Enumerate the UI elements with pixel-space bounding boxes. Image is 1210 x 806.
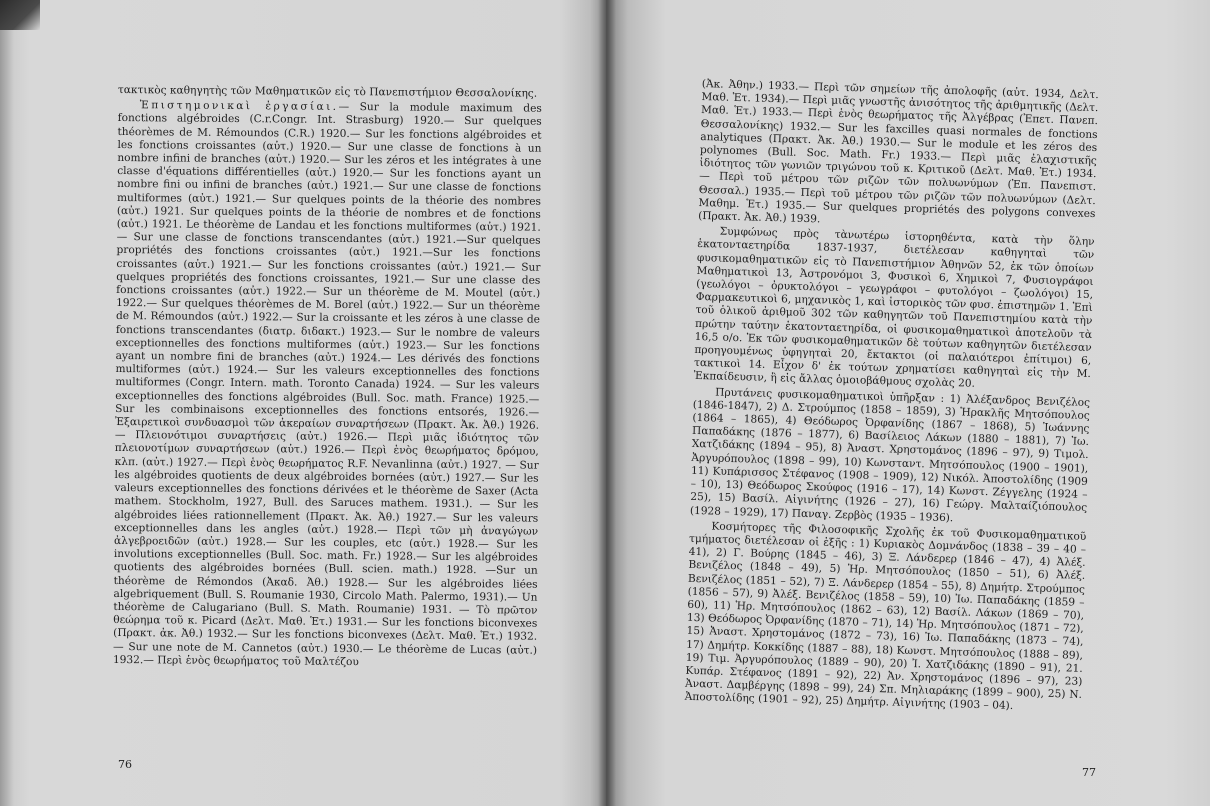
publications-paragraph xyxy=(113,99,542,670)
right-text-block xyxy=(685,78,1099,715)
page-number-right: 77 xyxy=(1082,766,1096,779)
continuation-line: τακτικὸς καθηγητὴς τῶν Μαθηματικῶν εἰς τὸ Πανεπιστήμιον Θεσσαλονίκης. xyxy=(117,84,538,100)
section-heading: Ἐπιστημονικαὶ ἐργασίαι. xyxy=(139,99,339,114)
statistics-paragraph: Συμφώνως πρὸς τὰνωτέρω ἱστορηθέντα, κατὰ τὴν ὅλην ἑκατονταετηρίδα 1837-1937, διετέλεσαν καθηγηταὶ τῶν φυσικομαθηματικῶν εἰς τὸ Πανεπιστήμιον Ἀθηνῶν 52, ἐκ τῶν ὁποίων Μαθηματικοὶ 13, Ἀστρονόμοι 3, Φυσικοὶ 6, Χημικοὶ 7, Φυσιογράφοι (γεωλόγοι – ὀρυκτολόγοι – γεωγράφοι – φυτολόγοι – ζωολόγοι) 15, Φαρμακευτικοὶ 6, μηχανικὸς 1, καὶ ἱστορικὸς τῶν φυσ. ἐπιστημῶν 1. Ἐπὶ τοῦ ὁλικοῦ ἀριθμοῦ 302 τῶν καθηγητῶν τοῦ Πανεπιστημίου κατὰ τὴν πρώτην ταύτην ἑκατονταετηρίδα, οἱ φυσικομαθηματικοὶ ἀποτελοῦν τὰ 16,5 ο/ο. Ἐκ τῶν φυσικομαθηματικῶν δὲ τούτων καθηγητῶν διετέλεσαν προηγουμένως ὑφηγηταὶ 20, ἔκτακτοι (οἱ παλαιότεροι ἐπίτιμοι) 6, τακτικοὶ 14. Εἶχον δ' ἐκ τούτων χρηματίσει καθηγηταὶ εἰς τὴν Μ. Ἐκπαίδευσιν, ἢ εἰς ἄλλας ὁμοιοβάθμους σχολὰς 20. xyxy=(693,225,1095,391)
publications-continued: (Ἀκ. Ἀθην.) 1933.— Περὶ τῶν σημείων τῆς ἀπολοφῆς (αὐτ. 1934, Δελτ. Μαθ. Ἑτ. 1934).— Περὶ μιᾶς γνωστῆς ἀνισότητος τῆς ἀριθμητικῆς (Δελτ. Μαθ. Ἑτ.) 1933.— Περὶ ἑνὸς θεωρήματος τῆς Ἀλγέβρας (Ἐπετ. Πανεπ. Θεσσαλονίκης) 1932.— Sur les faxcilles quasi normales de fonctions analytiques (Πρακτ. Ἀκ. Ἀθ.) 1930.— Sur le module et les zéros des polynomes (Bull. Soc. Math. Fr.) 1933.— Περὶ μιᾶς ἐλαχιστικῆς ἰδιότητος τῶν γωνιῶν τριγώνου τοῦ κ. Κριτικοῦ (Δελτ. Μαθ. Ἑτ.) 1934.— Περὶ τοῦ μέτρου τῶν ριζῶν τῶν πολυωνύμων (Ἐπ. Πανεπιστ. Θεσσαλ.) 1935.— Περὶ τοῦ μέτρου τῶν ριζῶν τῶν πολυωνύμων (Δελτ. Μαθημ. Ἑτ.) 1935.— Sur quelques propriétés des polygons convexes (Πρακτ. Ἀκ. Ἀθ.) 1939. xyxy=(697,78,1099,226)
book-gutter xyxy=(598,0,616,806)
scan-corner-shadow xyxy=(0,0,40,30)
publications-list: — Sur la module maximum des fonctions algébroides (C.r.Congr. Int. Strasburg) 1920.— Sur quelques théorèmes de M. Rémoundos (C.R.) 1920.— Sur les fonctions algébroides et les fonctions croissantes (αὐτ.) 1920.— Sur une classe de fonctions à un nombre infini de branches (αὐτ.) 1920.— Sur les zéros et les intégrates à une classe d'équations différentielles (αὐτ.) 1920.— Sur les fonctions ayant un nombre fini ou infini de branches (αὐτ.) 1921.— Sur une classe de fonctions multiformes (αὐτ.) 1921.— Sur quelques points de la théorie des nombres (αὐτ.) 1921. Sur quelques points de la théorie de nombres et de fonctions (αὐτ.) 1921. Le théorème de Landau et les fonctions multiformes (αὐτ.) 1921.— Sur une classe de fonctions transcendantes (αὐτ.) 1921.—Sur quelques propriétés des fonctions croissantes (αὐτ.) 1921.—Sur les fonctions croissantes (αὐτ.) 1921.— Sur les fonctions croissantes (αὐτ.) 1921.— Sur quelques propriétés des fonctions croissantes, 1921.— Sur une classe des fonctions croissantes (αὐτ.) 1922.— Sur un théorème de M. Moutel (αὐτ.) 1922.— Sur quelques théorèmes de M. Borel (αὐτ.) 1922.— Sur un théorème de M. Rémoundos (αὐτ.) 1922.— Sur la croissante et les zéros à une classe de fonctions transcendantes (διατρ. διδακτ.) 1923.— Sur le nombre de valeurs exceptionnelles des fonctions multiformes (αὐτ.) 1923.— Sur les fonctions ayant un nombre fini de branches (αὐτ.) 1924.— Les dérivés des fonctions multiformes (αὐτ.) 1924.— Sur les valeurs exceptionnelles des fonctions multiformes (Congr. Intern. math. Toronto Canada) 1924. — Sur les valeurs exceptionnelles des fonctions algébroides (Bull. Soc. math. France) 1925.— Sur les combinaisons exceptionnelles des fonctions entsorés, 1926.— Ἐξαιρετικοὶ συνδυασμοὶ τῶν ἀκεραίων συναρτήσεων (Πρακτ. Ἀκ. Ἀθ.) 1926.— Πλειονότιμοι συναρτήσεις (αὐτ.) 1926.— Περὶ μιᾶς ἰδιότητος τῶν πλειονοτίμων συναρτήσεων (αὐτ.) 1926.— Περὶ ἑνὸς θεωρήματος δρόμου, κλπ. (αὐτ.) 1927.— Περὶ ἑνὸς θεωρήματος R.F. Nevanlinna (αὐτ.) 1927. — Sur les algébroides quotients de deux algébroides bornées (αὐτ.) 1927.— Sur les valeurs exceptionnelles des fonctions dérivées et le théorème de Saxer (Acta mathem. Stockholm, 1927, Bull. des Saruces mathem. 1931.). — Sur les algébroides liées rationnellement (Πρακτ. Ἀκ. Ἀθ.) 1927.— Sur les valeurs exceptionnelles dans les angles (αὐτ.) 1928.— Περὶ τῶν μὴ ἀναγώγων ἀλγεβροειδῶν (αὐτ.) 1928.— Sur les couples, etc (αὐτ.) 1928.— Sur les involutions exceptionnelles (Bull. Soc. math. Fr.) 1928.— Sur les algébroides quotients des algébroides bornées (Bull. scien. math.) 1928. —Sur un théorème de Rémondos (Ἀκαδ. Ἀθ.) 1928.— Sur les algébroides liées algebriquement (Bull. S. Roumanie 1930, Circolo Math. Palermo, 1931).— Un théorème de Calugariano (Bull. S. Math. Roumanie) 1931. — Τὸ πρῶτον θεώρημα τοῦ κ. Picard (Δελτ. Μαθ. Ἑτ.) 1931.— Sur les fonctions biconvexes (Πρακτ. ἀκ. Ἀθ.) 1932.— Sur les fonctions biconvexes (Δελτ. Μαθ. Ἑτ.) 1932.— Sur une note de M. Cannetos (αὐτ.) 1930.— Le théorème de Lucas (αὐτ.) 1932.— Περὶ ἑνὸς θεωρήματος τοῦ Μαλτέζου xyxy=(112,101,542,668)
left-text-block xyxy=(113,84,542,671)
page-number-left: 76 xyxy=(118,758,132,771)
rectors-paragraph: Πρυτάνεις φυσικομαθηματικοὶ ὑπῆρξαν : 1) Ἀλέξανδρος Βενιζέλος (1846-1847), 2) Δ. Στρούμπος (1858 – 1859), 3) Ἡρακλῆς Μητσόπουλος (1864 – 1865), 4) Θεόδωρος Ὀρφανίδης (1867 – 1868), 5) Ἰωάννης Παπαδάκης (1876 – 1877), 6) Βασίλειος Λάκων (1880 – 1881), 7) Ἰω. Χατζιδάκης (1894 – 95), 8) Ἀναστ. Χρηστομάνος (1896 – 97), 9) Τιμολ. Ἀργυρόπουλος (1898 – 99), 10) Κωνσταντ. Μητσόπουλος (1900 – 1901), 11) Κυπάρισσος Στέφανος (1908 – 1909), 12) Νικόλ. Ἀποστολίδης (1909 – 10), 13) Θεόδωρος Σκούφος (1916 – 17), 14) Κωνστ. Ζέγγελης (1924 – 25), 15) Βασίλ. Αἰγινήτης (1926 – 27), 16) Γεώργ. Μαλταίζιόπουλος (1928 – 1929), 17) Παναγ. Ζερβὸς (1935 – 1936). xyxy=(689,386,1091,524)
deans-paragraph: Κοσμήτορες τῆς Φιλοσοφικῆς Σχολῆς ἐκ τοῦ Φυσικομαθηματικοῦ τμήματος διετέλεσαν οἱ ἑξῆς : 1) Κυριακὸς Δομνάνδος (1838 – 39 – 40 – 41), 2) Γ. Βούρης (1845 – 46), 3) Ξ. Λάνδερερ (1846 – 47), 4) Ἀλέξ. Βενιζέλος (1848 – 49), 5) Ἡρ. Μητσόπουλος (1850 – 51), 6) Ἀλέξ. Βενιζέλος (1851 – 52), 7) Ξ. Λάνδερερ (1854 – 55), 8) Δημήτρ. Στρούμπος (1856 – 57), 9) Ἀλέξ. Βενιζέλος (1858 – 59), 10) Ἰω. Παπαδάκης (1859 – 60), 11) Ἡρ. Μητσόπουλος (1862 – 63), 12) Βασίλ. Λάκων (1869 – 70), 13) Θεόδωρος Ὀρφανίδης (1870 – 71), 14) Ἡρ. Μητσόπουλος (1871 – 72), 15) Ἀναστ. Χρηστομάνος (1872 – 73), 16) Ἰω. Παπαδάκης (1873 – 74), 17) Δημήτρ. Κοκκίδης (1887 – 88), 18) Κωνστ. Μητσόπουλος (1888 – 89), 19) Τιμ. Ἀργυρόπουλος (1889 – 90), 20) Ἰ. Χατζιδάκης (1890 – 91), 21. Κυπάρ. Στέφανος (1891 – 92), 22) Ἀν. Χρηστομάνος (1896 – 97), 23) Ἀναστ. Δαμβέργης (1898 – 99), 24) Σπ. Μηλιαράκης (1899 – 900), 25) Ν. Ἀποστολίδης (1901 – 92), 25) Δημήτρ. Αἰγινήτης (1903 – 04). xyxy=(684,520,1087,713)
